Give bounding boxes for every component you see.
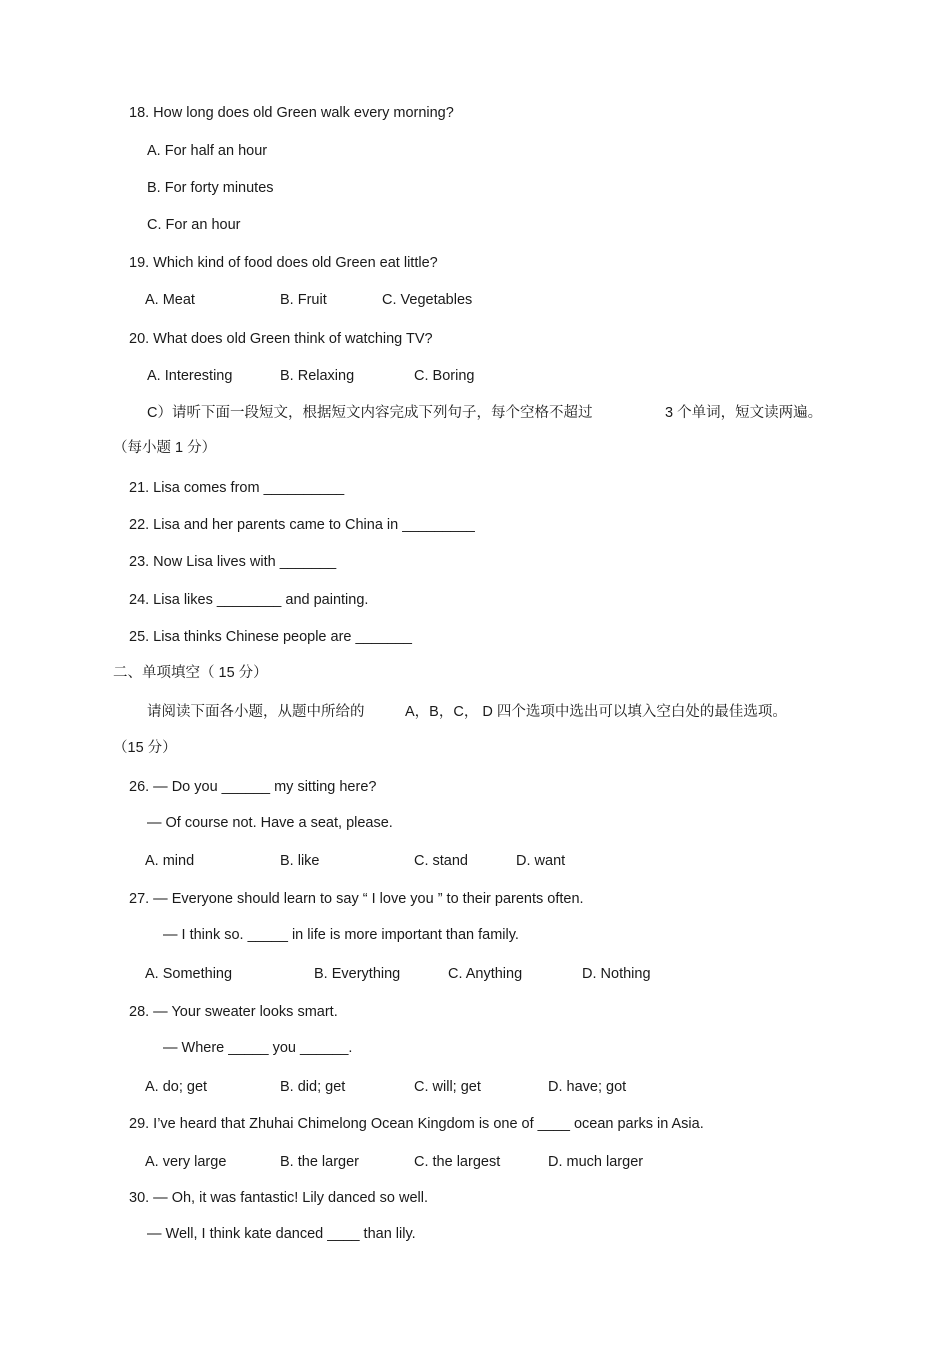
option-28-b: B. did; get [280,1079,346,1095]
question-22: 22. Lisa and her parents came to China in _________ [129,517,475,533]
option-29-c: C. the largest [414,1154,501,1170]
question-25: 25. Lisa thinks Chinese people are _______ [129,629,412,645]
option-26-d: D. want [516,853,566,869]
question-23: 23. Now Lisa lives with _______ [129,554,337,570]
question-28-reply: — Where _____ you ______. [163,1040,353,1056]
option-20-a: A. Interesting [147,368,233,384]
option-27-d: D. Nothing [582,966,651,982]
part-2-score: （15 分） [113,740,177,756]
option-27-a: A. Something [145,966,233,982]
question-30: 30. — Oh, it was fantastic! Lily danced so well. [129,1190,428,1206]
question-27-reply: — I think so. _____ in life is more important than family. [163,927,519,943]
option-26-c: C. stand [414,853,468,869]
option-29-b: B. the larger [280,1154,359,1170]
option-27-b: B. Everything [314,966,401,982]
question-19: 19. Which kind of food does old Green eat little? [129,255,438,271]
section-c-score: （每小题 1 分） [113,440,217,456]
option-27-c: C. Anything [448,966,523,982]
option-28-c: C. will; get [414,1079,481,1095]
question-26: 26. — Do you ______ my sitting here? [129,779,377,795]
option-19-a: A. Meat [145,292,195,308]
option-18-a: A. For half an hour [147,143,268,159]
option-18-c: C. For an hour [147,217,241,233]
option-29-d: D. much larger [548,1154,644,1170]
option-20-b: B. Relaxing [280,368,355,384]
option-18-b: B. For forty minutes [147,180,274,196]
option-19-c: C. Vegetables [382,292,473,308]
option-26-a: A. mind [145,853,195,869]
option-28-a: A. do; get [145,1079,208,1095]
question-27: 27. — Everyone should learn to say “ I love you ” to their parents often. [129,891,584,907]
option-19-b: B. Fruit [280,292,327,308]
question-26-reply: — Of course not. Have a seat, please. [147,815,393,831]
question-21: 21. Lisa comes from __________ [129,480,345,496]
question-28: 28. — Your sweater looks smart. [129,1004,338,1020]
option-28-d: D. have; got [548,1079,627,1095]
question-20: 20. What does old Green think of watching TV? [129,331,433,347]
question-30-reply: — Well, I think kate danced ____ than lily. [147,1226,416,1242]
question-24: 24. Lisa likes ________ and painting. [129,592,369,608]
question-18: 18. How long does old Green walk every morning? [129,105,454,121]
option-20-c: C. Boring [414,368,475,384]
option-26-b: B. like [280,853,320,869]
option-29-a: A. very large [145,1154,227,1170]
part-2-title: 二、单项填空（ 15 分） [113,665,268,681]
question-29: 29. I’ve heard that Zhuhai Chimelong Ocean Kingdom is one of ____ ocean parks in Asia. [129,1116,704,1132]
